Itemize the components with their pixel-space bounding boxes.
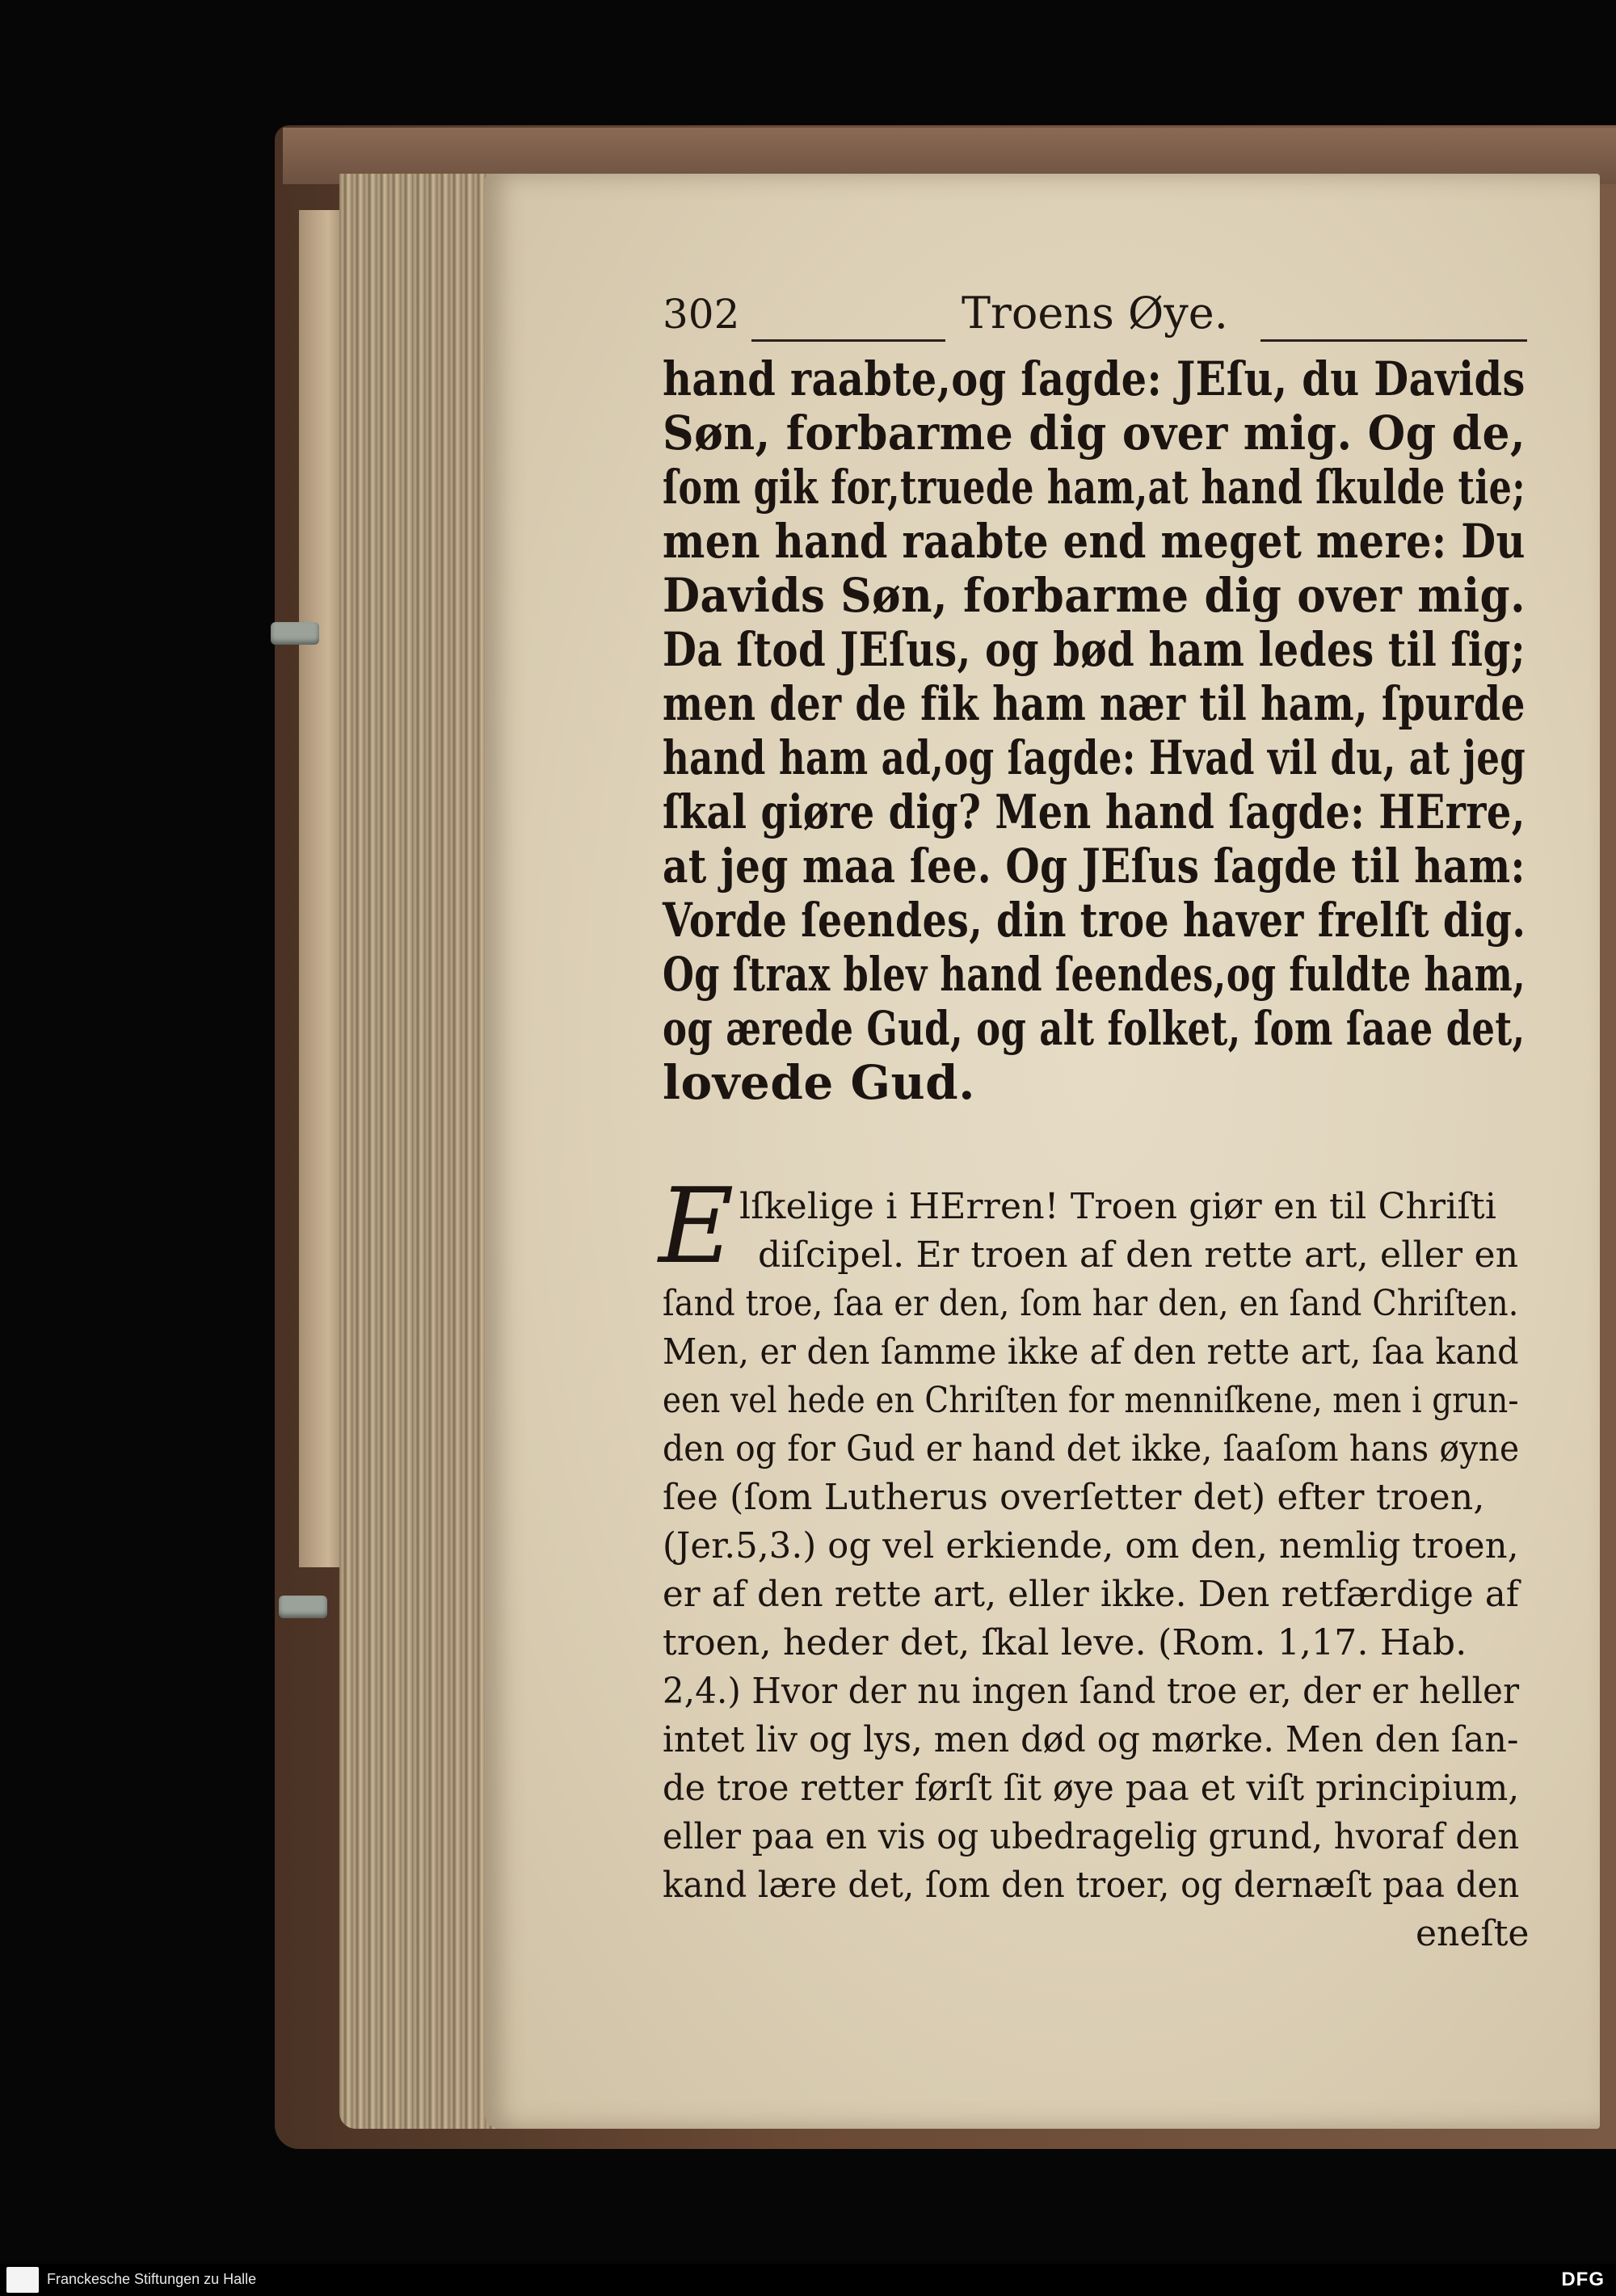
clasp-upper — [271, 622, 319, 645]
commentary-line: ſee (ſom Lutherus overſetter det) efter troen, — [663, 1477, 1485, 1518]
scripture-line: Vorde ſeendes, din troe haver frelſt dig. — [663, 893, 1526, 948]
scripture-line: men hand raabte end meget mere: Du — [663, 514, 1526, 569]
scripture-line: ſkal giøre dig? Men hand ſagde: HErre, — [663, 784, 1526, 839]
commentary-line: (Jer.5,3.) og vel erkiende, om den, nemlig troen, — [663, 1525, 1519, 1566]
running-title: Troens Øye. — [962, 288, 1228, 339]
scripture-line: hand ham ad,og ſagde: Hvad vil du, at jeg — [663, 730, 1526, 785]
clasp-lower — [279, 1596, 327, 1618]
scripture-line: Da ſtod JEſus, og bød ham ledes til ſig; — [663, 622, 1526, 677]
commentary-line: troen, heder det, ſkal leve. (Rom. 1,17. Hab. — [663, 1622, 1467, 1663]
commentary-line: den og for Gud er hand det ikke, ſaaſom hans øyne — [663, 1428, 1520, 1470]
scripture-line: lovede Gud. — [663, 1055, 975, 1110]
running-head — [663, 288, 1527, 347]
drop-capital: E — [659, 1167, 734, 1287]
commentary-line: 2,4.) Hvor der nu ingen ſand troe er, der er heller — [663, 1671, 1520, 1712]
commentary-line: de troe retter førſt ſit øye paa et viſt principium, — [663, 1768, 1520, 1809]
commentary-line: kand lære det, ſom den troer, og dernæſt paa den — [663, 1865, 1520, 1906]
scripture-line: ſom gik for,truede ham,at hand ſkulde tie; — [663, 460, 1526, 515]
scripture-line: men der de fik ham nær til ham, ſpurde — [663, 676, 1526, 731]
scripture-line: at jeg maa ſee. Og JEſus ſagde til ham: — [663, 839, 1526, 894]
commentary-line: eller paa en vis og ubedragelig grund, hvoraf den — [663, 1816, 1520, 1857]
commentary-line: diſcipel. Er troen af den rette art, eller en — [758, 1234, 1519, 1276]
scripture-line: Davids Søn, forbarme dig over mig. — [663, 568, 1526, 623]
institution-logo-icon — [6, 2267, 39, 2293]
catchword: eneſte — [1416, 1913, 1530, 1954]
head-rule-right — [1260, 339, 1527, 342]
head-rule-left — [751, 339, 945, 342]
scripture-line: Søn, forbarme dig over mig. Og de, — [663, 406, 1526, 460]
footer-bar — [0, 2264, 1616, 2296]
dfg-logo[interactable]: DFG — [1561, 2269, 1605, 2290]
page-stack-edges — [339, 174, 509, 2129]
commentary-line: lſkelige i HErren! Troen giør en til Chriſti — [739, 1186, 1497, 1227]
commentary-line: Men, er den ſamme ikke af den rette art, ſaa kand — [663, 1331, 1519, 1373]
scripture-line: Og ſtrax blev hand ſeendes,og fuldte ham, — [663, 947, 1526, 1002]
commentary-line: ſand troe, ſaa er den, ſom har den, en ſand Chriſten. — [663, 1283, 1519, 1324]
page-number: 302 — [663, 291, 740, 338]
scripture-line: og ærede Gud, og alt folket, ſom ſaae det, — [663, 1001, 1526, 1056]
scripture-line: hand raabte,og ſagde: JEſu, du Davids — [663, 351, 1526, 406]
commentary-line: een vel hede en Chriſten for menniſkene, men i grun- — [663, 1380, 1519, 1421]
commentary-line: er af den rette art, eller ikke. Den retfærdige af — [663, 1574, 1520, 1615]
institution-name[interactable]: Franckesche Stiftungen zu Halle — [47, 2271, 257, 2287]
commentary-line: intet liv og lys, men død og mørke. Men den ſan- — [663, 1719, 1519, 1760]
